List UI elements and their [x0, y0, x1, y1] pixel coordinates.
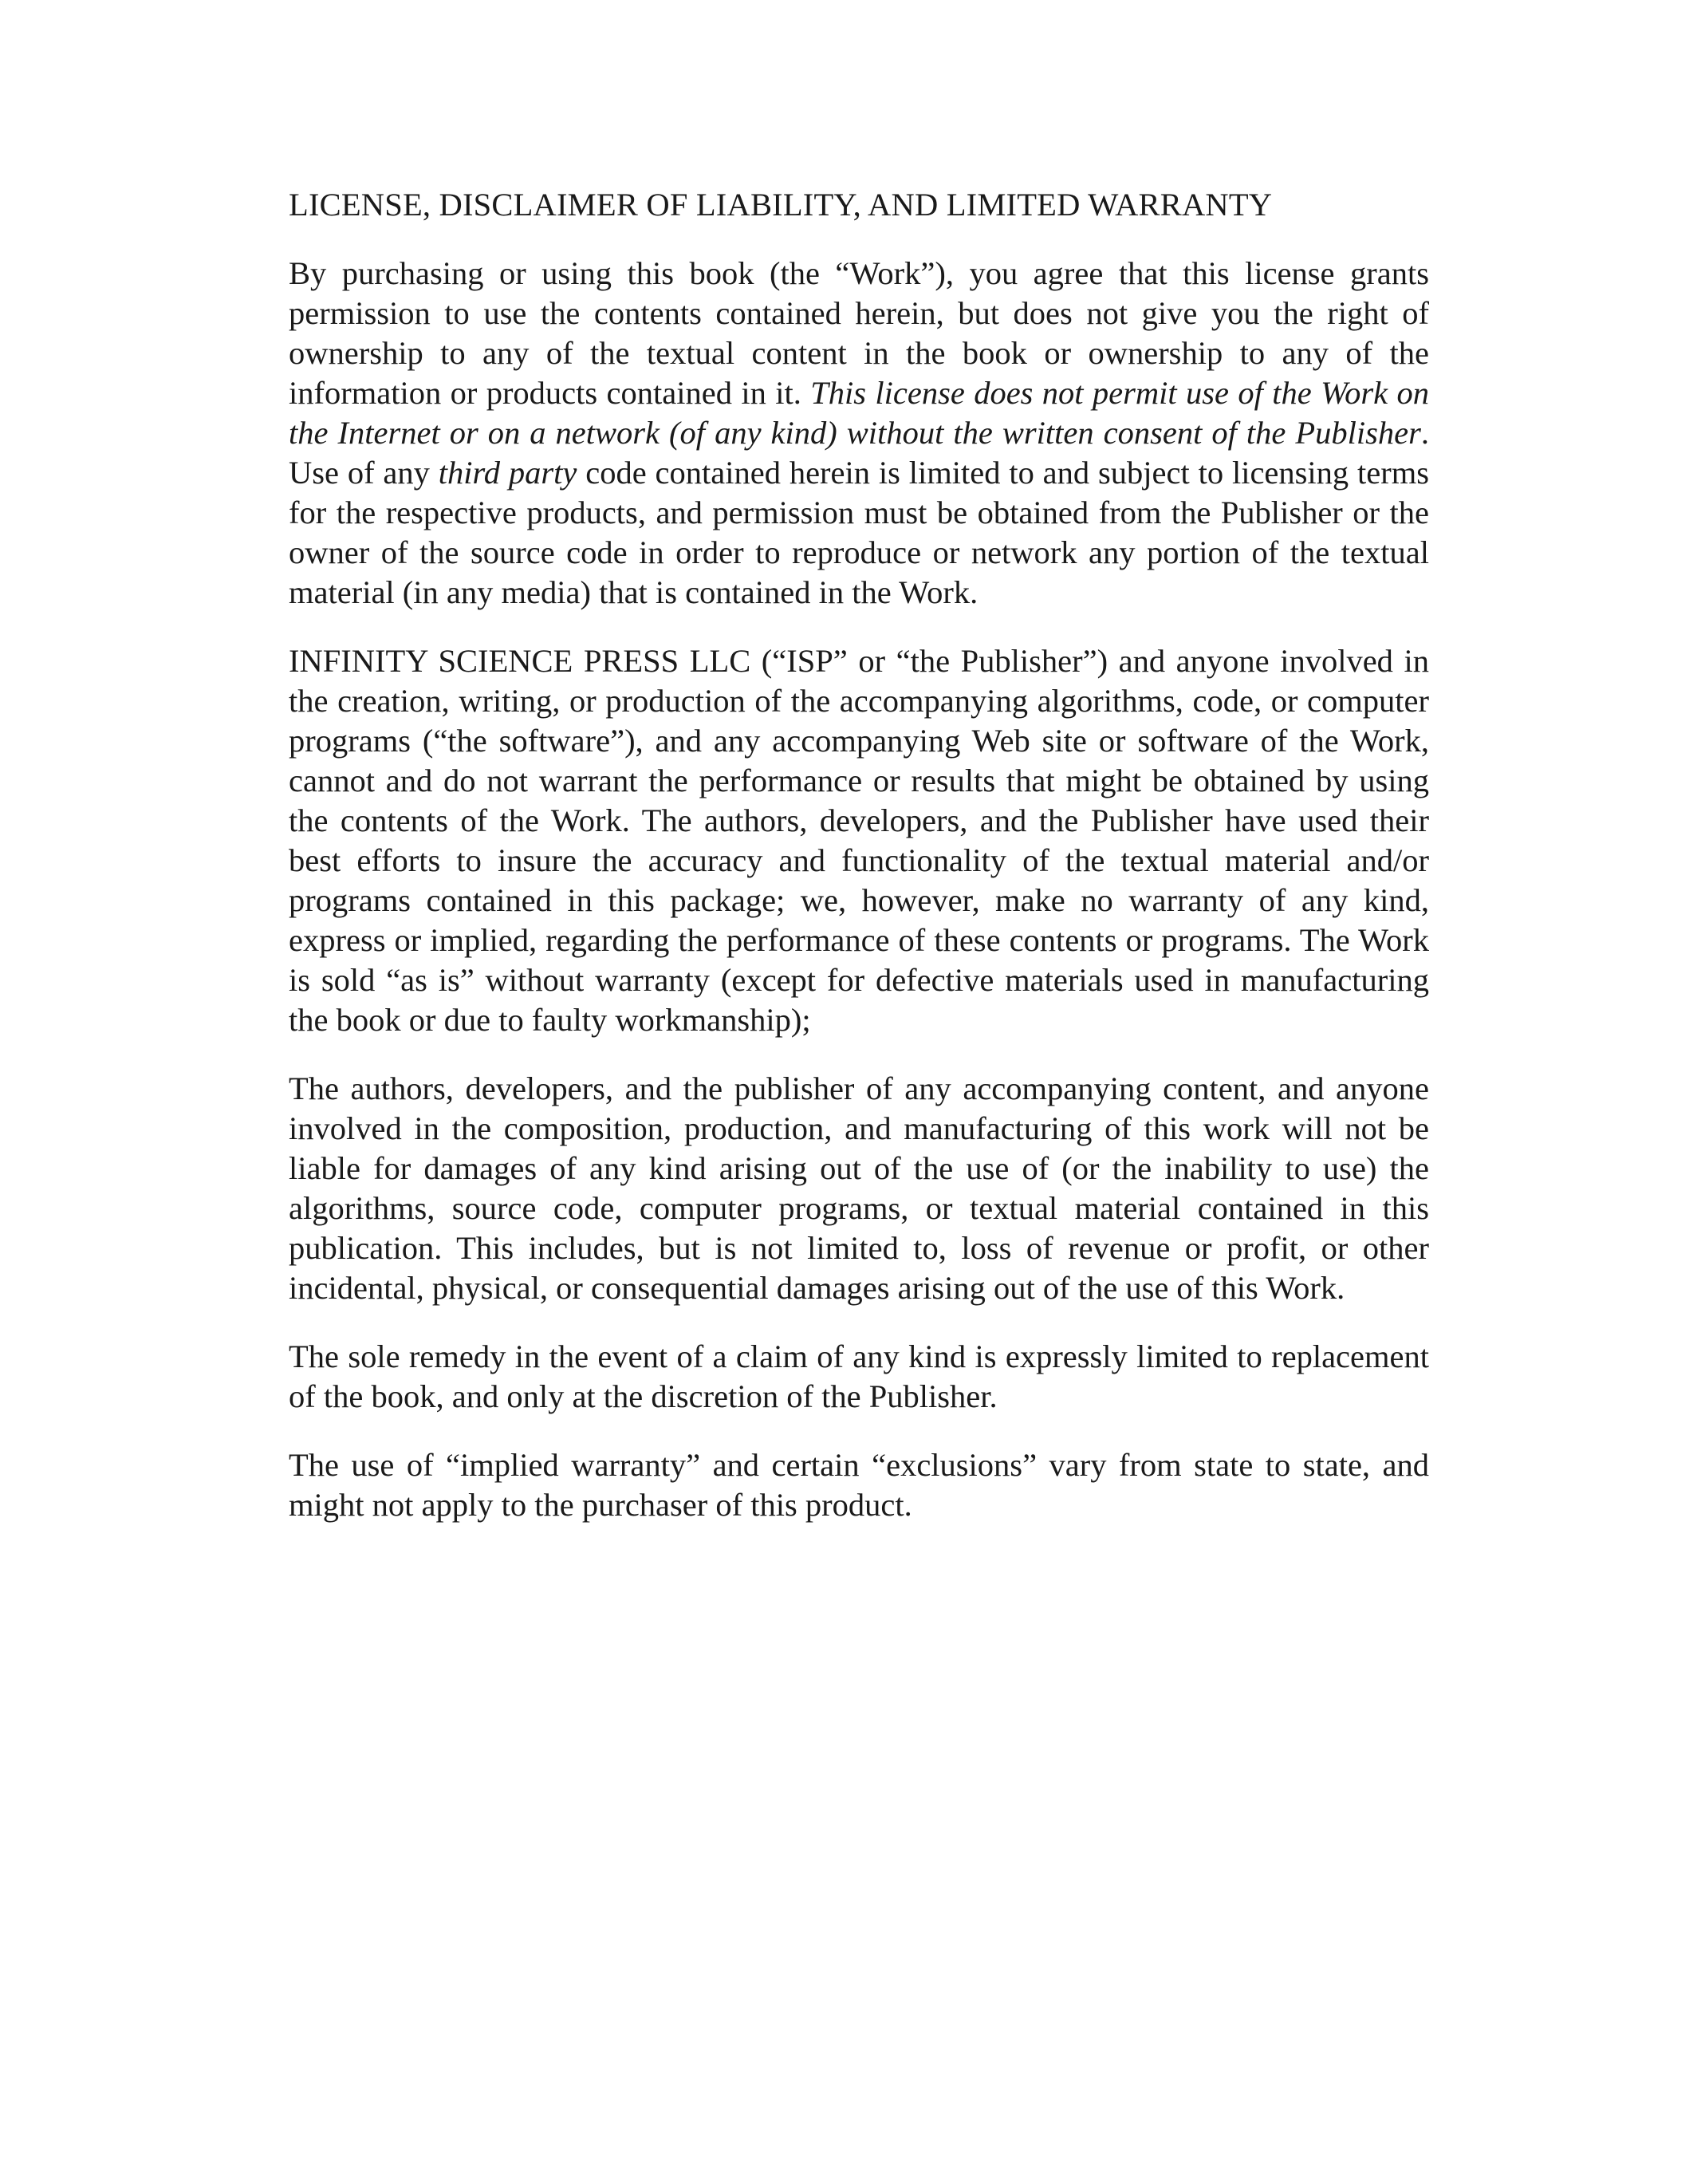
liability-paragraph: The authors, developers, and the publisher of any accompanying content, and anyone involved in the composition, production, and manufacturing of this work will not be liable for damages of any kind arising out of the use of (or the inability to use) the algorithms, source code, computer programs, or textual material contained in this publication. This includes, but is not limited to, loss of revenue or profit, or other incidental, physical, or consequential damages arising out of the use of this Work. — [289, 1070, 1429, 1306]
license-text-part3: code contained herein is limited to and subject to licensing terms for the respective products, and permission must be obtained from the Publisher or the owner of the source code in order to reproduce or network any portion of the textual material (in any media) that is contained in the Work. — [289, 455, 1429, 610]
remedy-paragraph: The sole remedy in the event of a claim of any kind is expressly limited to replacement of the book, and only at the discretion of the Publisher. — [289, 1338, 1429, 1414]
document-page — [289, 185, 1429, 1554]
implied-warranty-paragraph: The use of “implied warranty” and certain “exclusions” vary from state to state, and might not apply to the purchaser of this product. — [289, 1447, 1429, 1523]
license-italic-network-clause: This license does not permit use of the Work on the Internet or on a network (of any kind) without the written consent of the Publisher — [289, 375, 1429, 451]
license-text-part1: By purchasing or using this book (the “Work”), you agree that this license grants permission to use the contents contained herein, but does not give you the right of ownership to any of the textual content in the book or ownership to any of the information or products contained in it. — [289, 255, 1429, 411]
license-heading: LICENSE, DISCLAIMER OF LIABILITY, AND LIMITED WARRANTY — [289, 187, 1273, 223]
disclaimer-paragraph: INFINITY SCIENCE PRESS LLC (“ISP” or “the Publisher”) and anyone involved in the creation, writing, or production of the accompanying algorithms, code, or computer programs (“the software”), and any accompanying Web site or software of the Work, cannot and do not warrant the performance or results that might be obtained by using the contents of the Work. The authors, developers, and the Publisher have used their best efforts to insure the accuracy and functionality of the textual material and/or programs contained in this package; we, however, make no warranty of any kind, express or implied, regarding the performance of these contents or programs. The Work is sold “as is” without warranty (except for defective materials used in manufacturing the book or due to faulty workmanship); — [289, 643, 1429, 1038]
license-italic-third-party: third party — [438, 455, 577, 491]
license-text-part2: . Use of any — [289, 415, 1429, 491]
license-paragraph — [289, 254, 1429, 613]
